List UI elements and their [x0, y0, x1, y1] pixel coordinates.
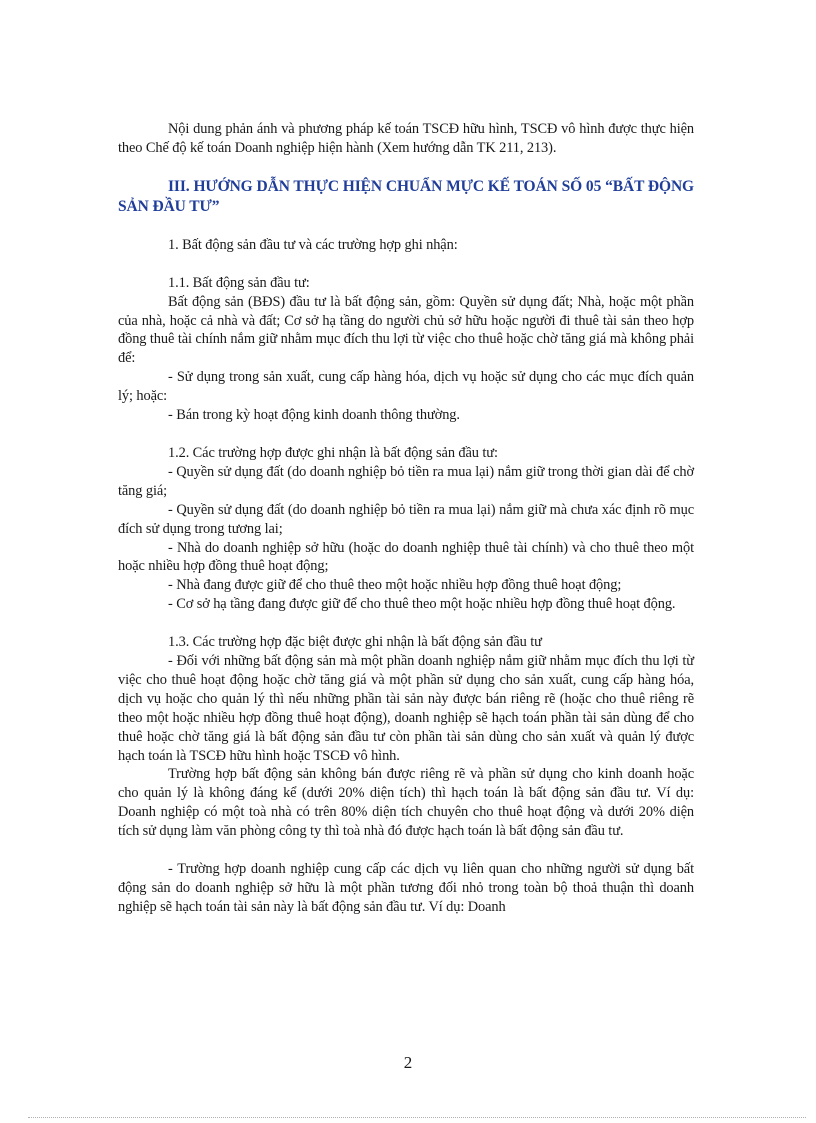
subsection-title: 1.3. Các trường hợp đặc biệt được ghi nhận là bất động sản đầu tư: [168, 634, 542, 651]
list-item: - Trường hợp doanh nghiệp cung cấp các dịch vụ liên quan cho những người sử dụng bất động sản do doanh nghiệp sở hữu là một phần tương đối nhỏ trong toàn bộ thoả thuận thì doanh nghiệp sẽ hạch toán tài sản này là bất động sản đầu tư. Ví dụ: Doanh: [118, 861, 694, 915]
paragraph: Bất động sản (BĐS) đầu tư là bất động sản, gồm: Quyền sử dụng đất; Nhà, hoặc một phần của nhà, hoặc cả nhà và đất; Cơ sở hạ tầng do người chủ sở hữu hoặc người đi thuê tài sản theo hợp đồng thuê tài chính nắm giữ nhằm mục đích thu lợi từ việc cho thuê hoặc chờ tăng giá mà không phải để:: [118, 293, 694, 367]
list-item: - Đối với những bất động sản mà một phần doanh nghiệp nắm giữ nhằm mục đích thu lợi từ việc cho thuê hoạt động hoặc chờ tăng giá và một phần sử dụng cho sản xuất, cung cấp hàng hóa, dịch vụ hoặc cho quản lý thì nếu những phần tài sản này được bán riêng rẽ (hoặc cho thuê riêng rẽ theo một hoặc nhiều hợp đồng thuê hoạt động), doanh nghiệp sẽ hạch toán phần tài sản dùng để cho thuê hoặc chờ tăng giá là bất động sản đầu tư còn phần tài sản dùng cho sản xuất và quản lý được hạch toán là TSCĐ hữu hình hoặc TSCĐ vô hình.: [118, 653, 694, 764]
subsection-title: 1.1. Bất động sản đầu tư:: [168, 274, 310, 291]
page-number: 2: [403, 1053, 413, 1072]
page-body: [118, 120, 694, 917]
list-item: - Nhà đang được giữ để cho thuê theo một hoặc nhiều hợp đồng thuê hoạt động;: [168, 577, 622, 594]
list-item: - Quyền sử dụng đất (do doanh nghiệp bỏ tiền ra mua lại) nắm giữ mà chưa xác định rõ mục đích sử dụng trong tương lai;: [118, 501, 694, 537]
list-item: - Cơ sở hạ tầng đang được giữ để cho thuê theo một hoặc nhiều hợp đồng thuê hoạt động.: [168, 596, 676, 613]
subsection-title: 1. Bất động sản đầu tư và các trường hợp ghi nhận:: [168, 236, 458, 253]
list-item: - Quyền sử dụng đất (do doanh nghiệp bỏ tiền ra mua lại) nắm giữ trong thời gian dài để chờ tăng giá;: [118, 463, 694, 499]
paragraph: Trường hợp bất động sản không bán được riêng rẽ và phần sử dụng cho kinh doanh hoặc cho quản lý là không đáng kể (dưới 20% diện tích) thì hạch toán là bất động sản đầu tư. Ví dụ: Doanh nghiệp có một toà nhà có trên 80% diện tích chuyên cho thuê hoạt động và dưới 20% diện tích sử dụng làm văn phòng công ty thì toà nhà đó được hạch toán là bất động sản đầu tư.: [118, 766, 694, 840]
paragraph: Nội dung phản ánh và phương pháp kế toán TSCĐ hữu hình, TSCĐ vô hình được thực hiện theo Chế độ kế toán Doanh nghiệp hiện hành (Xem hướng dẫn TK 211, 213).: [118, 121, 694, 156]
page-edge-divider: [28, 1117, 806, 1118]
list-item: - Sử dụng trong sản xuất, cung cấp hàng hóa, dịch vụ hoặc sử dụng cho các mục đích quản lý; hoặc:: [118, 369, 694, 405]
section-heading: III. HƯỚNG DẪN THỰC HIỆN CHUẨN MỰC KẾ TOÁN SỐ 05 “BẤT ĐỘNG SẢN ĐẦU TƯ”: [118, 177, 694, 215]
subsection-title: 1.2. Các trường hợp được ghi nhận là bất động sản đầu tư:: [168, 444, 498, 461]
list-item: - Nhà do doanh nghiệp sở hữu (hoặc do doanh nghiệp thuê tài chính) và cho thuê theo một hoặc nhiều hợp đồng thuê hoạt động;: [118, 539, 694, 575]
list-item: - Bán trong kỳ hoạt động kinh doanh thông thường.: [168, 407, 460, 424]
